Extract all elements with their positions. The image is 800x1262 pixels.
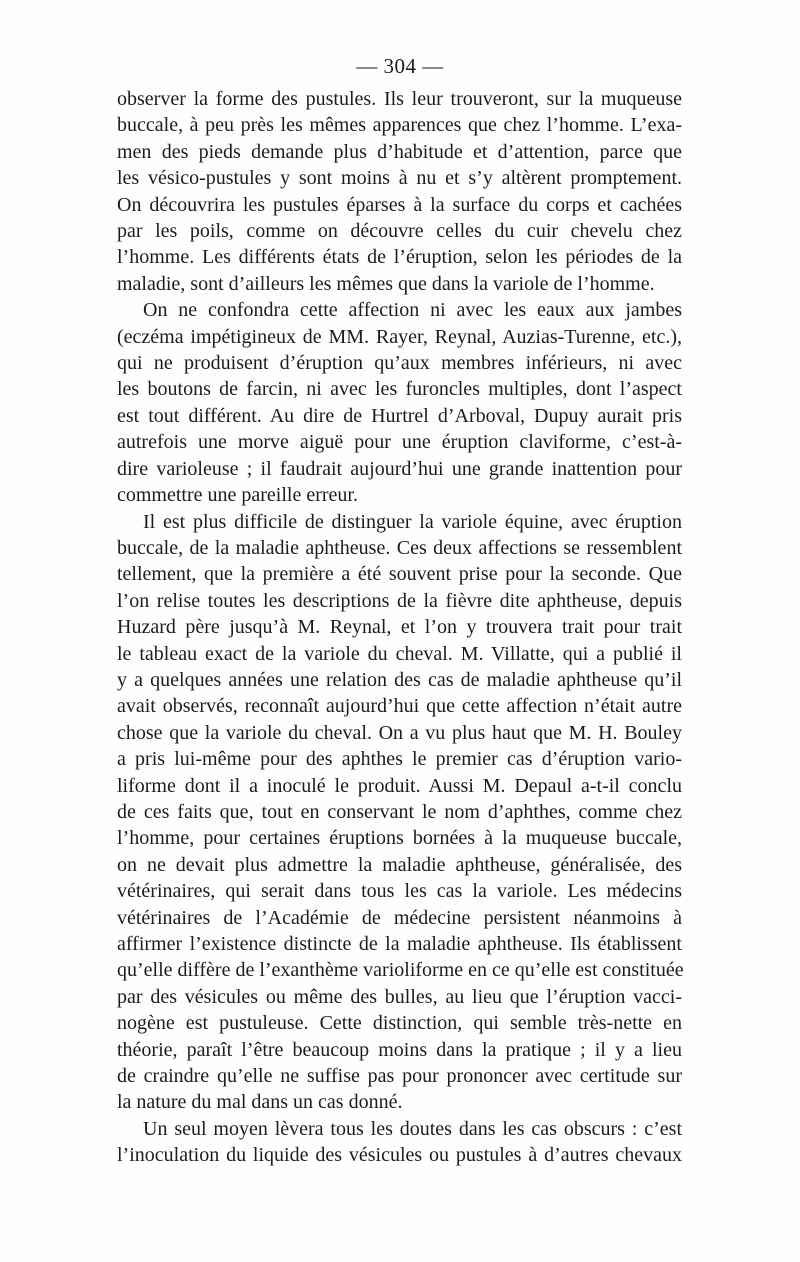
page-number: — 304 —: [356, 54, 444, 78]
text-line: (eczéma impétigineux de MM. Rayer, Reynal, Auzias-Turenne, etc.),: [117, 325, 682, 348]
text-line: men des pieds demande plus d’habitude et d’attention, parce que: [117, 140, 682, 163]
text-line: l’homme, pour certaines éruptions bornées à la muqueuse buccale,: [117, 827, 682, 850]
text-line: qui ne produisent d’éruption qu’aux membres inférieurs, ni avec: [117, 352, 682, 375]
text-line: commettre une pareille erreur.: [117, 484, 358, 507]
text-line: a pris lui-même pour des aphthes le premier cas d’éruption vario-: [117, 748, 682, 771]
text-line: qu’elle diffère de l’exanthème varioliforme en ce qu’elle est constituée: [117, 959, 684, 982]
text-line: par les poils, comme on découvre celles du cuir chevelu chez: [117, 220, 682, 243]
text-line: dire varioleuse ; il faudrait aujourd’hui une grande inattention pour: [117, 457, 682, 480]
text-line: par des vésicules ou même des bulles, au lieu que l’éruption vacci-: [117, 985, 682, 1008]
body-text: [117, 86, 682, 1169]
text-line: chose que la variole du cheval. On a vu plus haut que M. H. Bouley: [117, 721, 682, 744]
text-line: maladie, sont d’ailleurs les mêmes que dans la variole de l’homme.: [117, 272, 655, 295]
text-line: l’on relise toutes les descriptions de la fièvre dite aphtheuse, depuis: [117, 589, 682, 612]
text-line: vétérinaires de l’Académie de médecine persistent néanmoins à: [117, 906, 682, 929]
text-line: observer la forme des pustules. Ils leur trouveront, sur la muqueuse: [117, 88, 682, 110]
text-line: Huzard père jusqu’à M. Reynal, et l’on y trouvera trait pour trait: [117, 616, 682, 639]
text-line: vétérinaires, qui serait dans tous les cas la variole. Les médecins: [117, 880, 682, 903]
text-line: y a quelques années une relation des cas de maladie aphtheuse qu’il: [117, 668, 682, 691]
text-line: avait observés, reconnaît aujourd’hui que cette affection n’était autre: [117, 695, 682, 718]
text-line: théorie, paraît l’être beaucoup moins dans la pratique ; il y a lieu: [117, 1038, 682, 1061]
text-line: buccale, à peu près les mêmes apparences que chez l’homme. L’exa-: [117, 114, 682, 137]
text-line: on ne devait plus admettre la maladie aphtheuse, généralisée, des: [117, 853, 682, 876]
paragraph: [117, 1116, 682, 1169]
text-line: buccale, de la maladie aphtheuse. Ces deux affections se ressemblent: [117, 536, 682, 559]
text-line: l’homme. Les différents états de l’éruption, selon les périodes de la: [117, 246, 682, 269]
paragraph: [117, 297, 682, 508]
text-line: les boutons de farcin, ni avec les furoncles multiples, dont l’aspect: [117, 378, 682, 401]
text-line: l’inoculation du liquide des vésicules ou pustules à d’autres chevaux: [117, 1144, 682, 1167]
text-line: de craindre qu’elle ne suffise pas pour prononcer avec certitude sur: [117, 1065, 682, 1088]
paragraph: [117, 509, 682, 1116]
text-line: Il est plus difficile de distinguer la variole équine, avec éruption: [143, 510, 682, 533]
text-line: est tout différent. Au dire de Hurtrel d’Arboval, Dupuy aurait pris: [117, 404, 682, 427]
text-line: les vésico-pustules y sont moins à nu et s’y altèrent promptement.: [117, 167, 682, 190]
text-line: autrefois une morve aiguë pour une éruption claviforme, c’est-à-: [117, 431, 682, 454]
text-line: liforme dont il a inoculé le produit. Aussi M. Depaul a-t-il conclu: [117, 774, 682, 797]
text-line: nogène est pustuleuse. Cette distinction, qui semble très-nette en: [117, 1012, 682, 1035]
text-line: de ces faits que, tout en conservant le nom d’aphthes, comme chez: [117, 800, 682, 823]
text-line: tellement, que la première a été souvent prise pour la seconde. Que: [117, 563, 682, 586]
text-line: On découvrira les pustules éparses à la surface du corps et cachées: [117, 193, 682, 216]
text-line: affirmer l’existence distincte de la maladie aphtheuse. Ils établissent: [117, 933, 682, 955]
paragraph: [117, 86, 682, 297]
text-line: On ne confondra cette affection ni avec les eaux aux jambes: [143, 299, 682, 322]
text-line: le tableau exact de la variole du cheval. M. Villatte, qui a publié il: [117, 642, 682, 665]
text-line: la nature du mal dans un cas donné.: [117, 1091, 403, 1114]
text-line: Un seul moyen lèvera tous les doutes dans les cas obscurs : c’est: [143, 1117, 682, 1140]
